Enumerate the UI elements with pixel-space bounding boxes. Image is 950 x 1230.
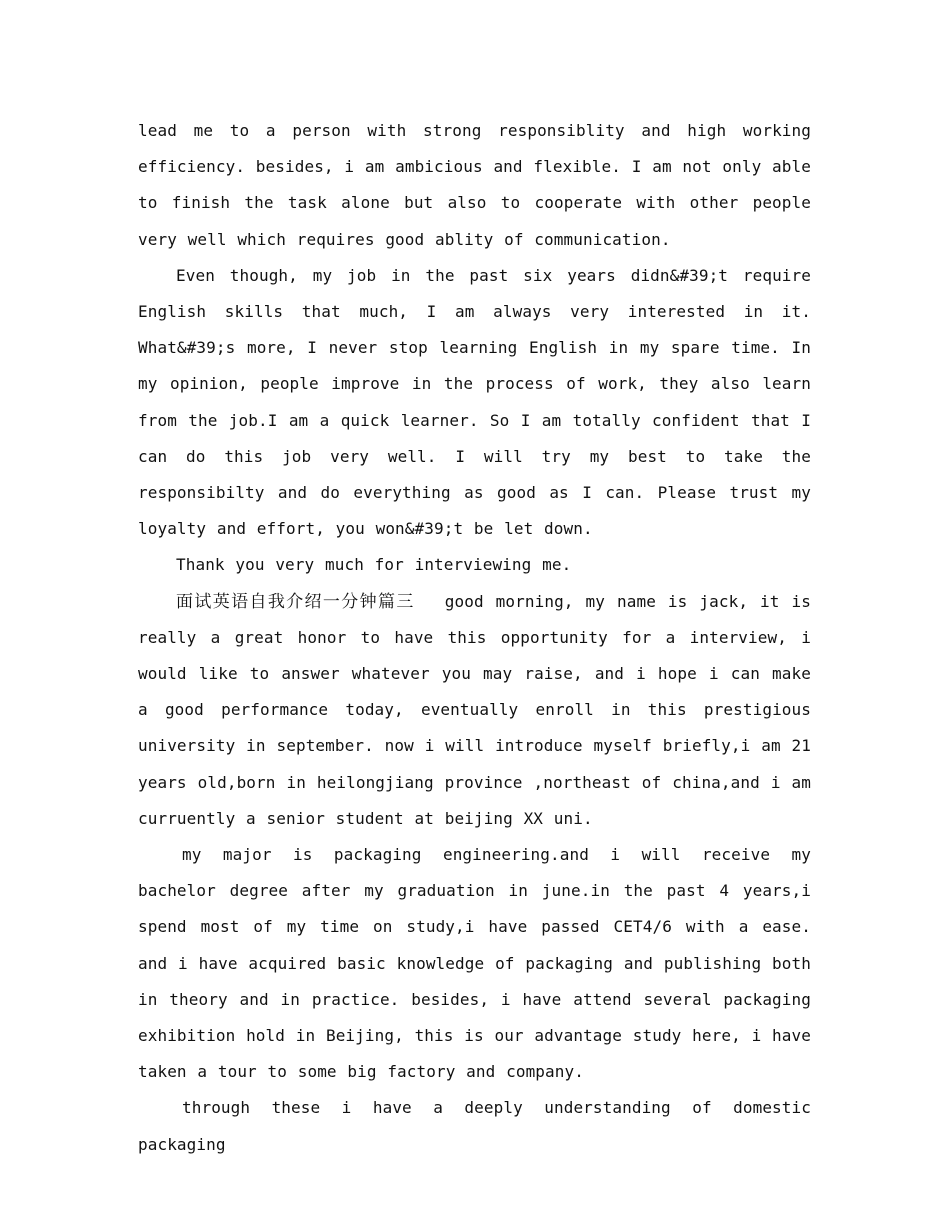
paragraph-6: through these i have a deeply understanding of domestic packaging <box>138 1098 811 1154</box>
section-heading: 面试英语自我介绍一分钟篇三 <box>176 591 415 612</box>
paragraph-3: Thank you very much for interviewing me. <box>176 555 572 575</box>
paragraph-5: my major is packaging engineering.and i will receive my bachelor degree after my graduation in june.in the past 4 years,i spend most of my time on study,i have passed CET4/6 with a ease. and i have acquired basic knowledge of packaging and publishing both in theory and in practice. besides, i have attend several packaging exhibition hold in Beijing, this is our advantage study here, i have taken a tour to some big factory and company. <box>138 845 811 1082</box>
paragraph-4-text: good morning, my name is jack, it is really a great honor to have this opportunity for a interview, i would like to answer whatever you may raise, and i hope i can make a good performance today, eventually enroll in this prestigious university in september. now i will introduce myself briefly,i am 21 years old,born in heilongjiang province ,northeast of china,and i am curruently a senior student at beijing XX uni. <box>138 591 811 828</box>
paragraph-2: Even though, my job in the past six years didn&#39;t require English skills that much, I am always very interested in it. What&#39;s more, I never stop learning English in my spare time. In my opinion, people improve in the process of work, they also learn from the job.I am a quick learner. So I am totally confident that I can do this job very well. I will try my best to take the responsibilty and do everything as good as I can. Please trust my loyalty and effort, you won&#39;t be let down. <box>138 265 811 539</box>
document-body <box>138 113 811 1163</box>
paragraph-4 <box>138 584 811 837</box>
paragraph-1: lead me to a person with strong responsiblity and high working efficiency. besides, i am ambicious and flexible. I am not only able to finish the task alone but also to cooperate with other people very well which requires good ablity of communication. <box>138 121 811 249</box>
